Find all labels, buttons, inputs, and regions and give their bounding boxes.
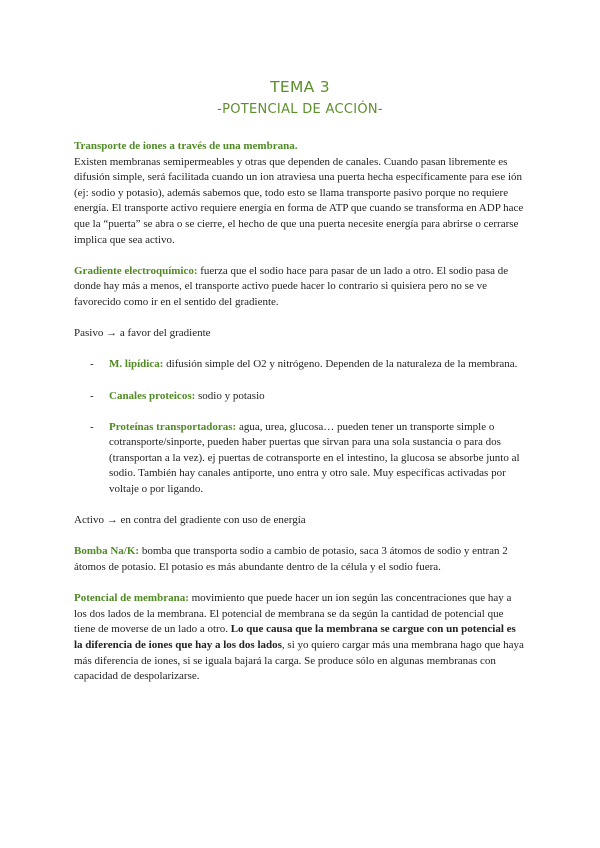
- label-pasivo: Pasivo → a favor del gradiente: [74, 327, 211, 340]
- section-transporte: [74, 139, 526, 248]
- text-membrana-lipidica: difusión simple del O2 y nitrógeno. Dependen de la naturaleza de la membrana.: [163, 358, 518, 371]
- page-subtitle: -POTENCIAL DE ACCIÓN-: [217, 102, 383, 117]
- list-pasivo: [74, 357, 526, 497]
- dash-bullet: -: [90, 420, 94, 433]
- heading-bomba: Bomba Na/K:: [74, 545, 140, 558]
- section-gradiente: [74, 264, 526, 311]
- text-canales-proteicos: sodio y potasio: [195, 389, 265, 402]
- text-bomba: bomba que transporta sodio a cambio de potasio, saca 3 átomos de sodio y entran 2 átomos de potasio. El potasio es más abundante dentro de la célula y el sodio fuera.: [74, 545, 508, 574]
- heading-gradiente: Gradiente electroquímico:: [74, 264, 198, 277]
- text-potencial-bold: Lo que causa que la membrana se cargue con un potencial es la diferencia de iones que hay a los dos lados: [74, 623, 516, 651]
- section-bomba: [74, 544, 526, 575]
- page-title: TEMA 3: [270, 78, 330, 96]
- text-gradiente: fuerza que el sodio hace para pasar de un lado a otro. El sodio pasa de donde hay más a menos, el transporte activo puede hacer lo contrario si quisiera pero no se ve favorecido como ir en el sentido del gradiente.: [74, 264, 509, 308]
- document-body: [74, 139, 526, 685]
- term-membrana-lipidica: M. lipídica:: [109, 358, 164, 371]
- heading-potencial: Potencial de membrana:: [74, 592, 189, 605]
- term-canales-proteicos: Canales proteicos:: [109, 389, 196, 402]
- list-item: [74, 357, 526, 373]
- heading-transporte: Transporte de iones a través de una membrana.: [74, 140, 298, 152]
- dash-bullet: -: [90, 389, 94, 402]
- label-activo: Activo → en contra del gradiente con uso de energía: [74, 514, 306, 527]
- dash-bullet: -: [90, 358, 94, 371]
- text-potencial-1: movimiento que puede hacer un ion según las concentraciones que hay a los dos lados de la membrana. El potencial de membrana se da según la cantidad de potencial que tiene de moverse de un lado a otro.: [74, 592, 512, 636]
- text-transporte: Existen membranas semipermeables y otras que dependen de canales. Cuando pasan libremente es difusión simple, será facilitada cuando un ion atraviesa una puerta hecha específicamente para ese ión (ej: sodio y potasio), además sabemos que, todo esto se llama transporte pasivo porque no requiere energía. El transporte activo requiere energía en forma de ATP que cuando se transforma en ADP hace que la “puerta” se abra o se cierre, el hecho de que una puerta necesite energía para abrirse o cerrarse implica que sea activo.: [74, 155, 524, 246]
- text-proteinas-transportadoras: agua, urea, glucosa… pueden tener un transporte simple o cotransporte/sinporte, pueden haber puertas que sirvan para una sola sustancia o para dos (transportan a la vez). ej puertas de cotransporte en el intestino, la glucosa se absorbe junto al sodio. También hay canales antiporte, uno entra y otro sale. Muy específicas activadas por voltaje o por ligando.: [109, 420, 520, 496]
- section-potencial: [74, 591, 526, 685]
- term-proteinas-transportadoras: Proteínas transportadoras:: [109, 420, 237, 433]
- list-item: [74, 389, 526, 405]
- list-item: [74, 420, 526, 498]
- text-potencial-2: , si yo quiero cargar más una membrana hago que haya más diferencia de iones, si se iguala bajará la carga. Se produce sólo en algunas membranas con capacidad de despolarizarse.: [74, 639, 524, 683]
